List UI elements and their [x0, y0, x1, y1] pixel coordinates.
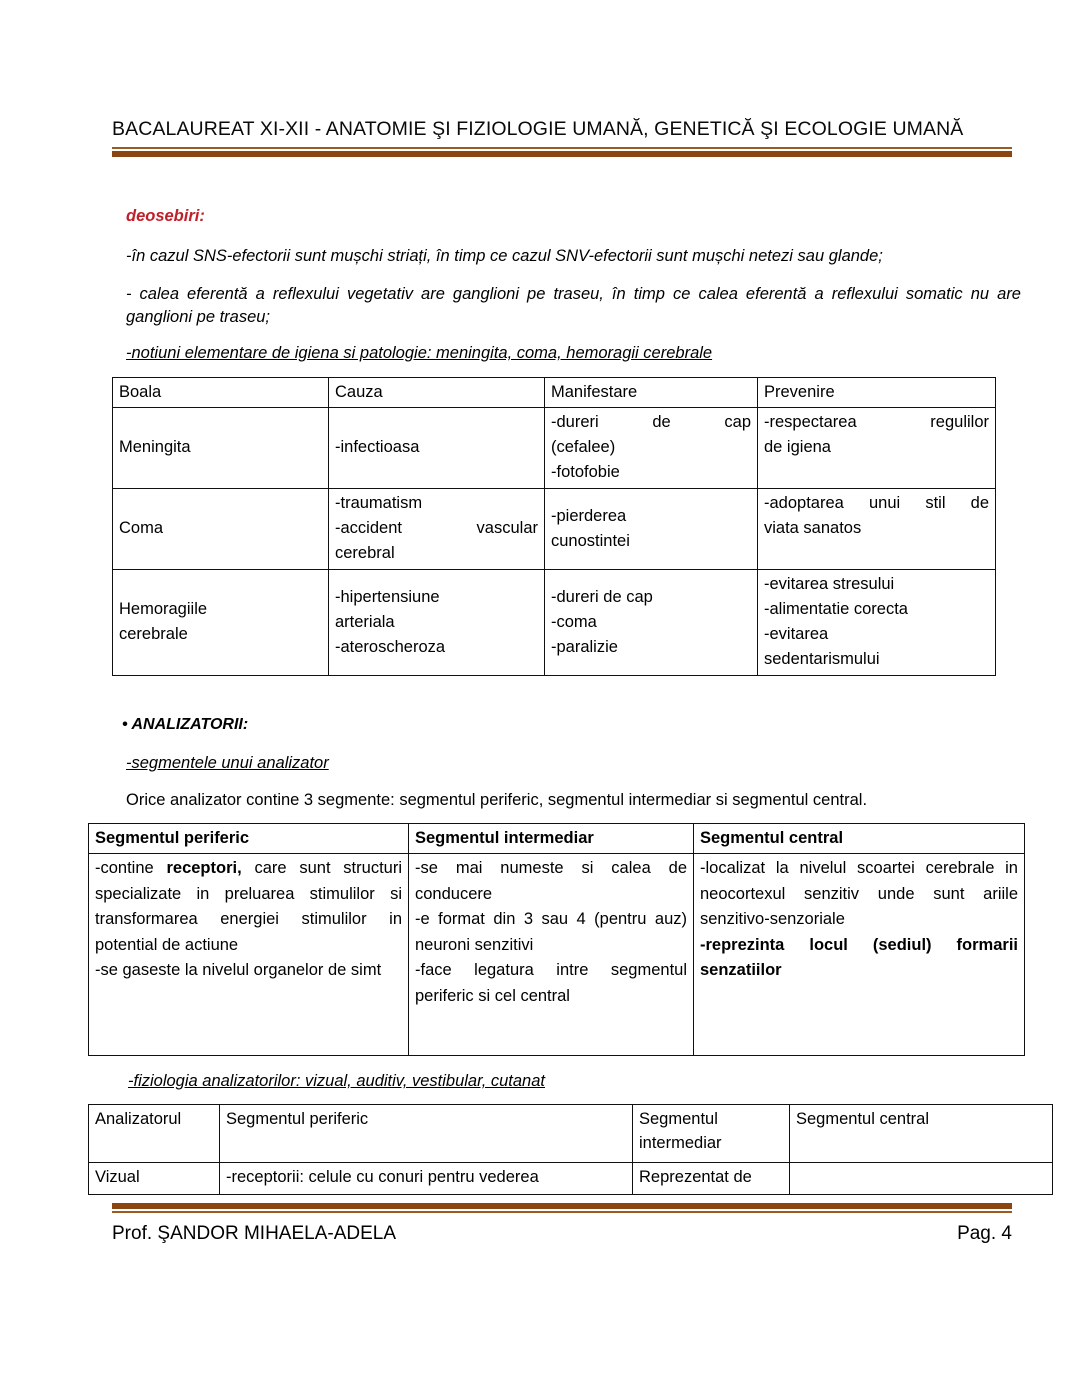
cell-central [790, 1163, 1053, 1195]
cell-line: (cefalee) [551, 438, 616, 456]
paragraph-calea-eferenta: - calea eferentă a reflexului vegetativ are ganglioni pe traseu, în timp ce calea eferentă a reflexului somatic nu are ganglioni pe traseu; [126, 285, 1021, 326]
table-row-header [89, 824, 1025, 854]
page-header [112, 118, 1012, 157]
paragraph-sns-snv: -în cazul SNS-efectorii sunt mușchi striați, în timp ce cazul SNV-efectorii sunt mușchi netezi sau glande; [126, 247, 883, 265]
col-header-boala: Boala [113, 378, 329, 408]
col-header-cauza: Cauza [329, 378, 545, 408]
cell-text-bold: receptori, [166, 859, 242, 877]
footer-rule-thin [112, 1211, 1012, 1213]
cell-paragraph: -e format din 3 sau 4 (pentru auz) neuroni senzitivi [415, 910, 687, 954]
cell-prevenire [758, 408, 996, 489]
cell-intermediar [409, 854, 694, 1056]
table-boli [112, 377, 996, 676]
cell-line: -fotofobie [551, 463, 620, 481]
col-header-prevenire: Prevenire [758, 378, 996, 408]
cell-line: -pierderea [551, 506, 627, 525]
cell-cauza: -infectioasa [329, 408, 545, 489]
footer-rule [112, 1203, 1012, 1213]
cell-paragraph: -se mai numeste si calea de conducere [415, 859, 687, 903]
table-row [113, 570, 996, 676]
heading-fiziologia: -fiziologia analizatorilor: vizual, auditiv, vestibular, cutanat [128, 1072, 545, 1090]
cell-line: -hipertensiune [335, 587, 440, 606]
deosebiri-label: deosebiri: [126, 207, 205, 225]
table-row [113, 489, 996, 570]
cell-line: -evitarea [764, 625, 829, 643]
table-row-header [89, 1105, 1053, 1163]
heading-segmentele: -segmentele unui analizator [126, 754, 329, 772]
cell-line: -coma [551, 612, 597, 631]
cell-paragraph-bold: -reprezinta locul (sediul) formarii senzatiilor [700, 935, 1018, 979]
cell-line: -dureri de cap [551, 587, 653, 606]
cell-cauza [329, 570, 545, 676]
cell-line: -ateroscheroza [335, 637, 446, 656]
col-header-analizatorul: Analizatorul [89, 1105, 220, 1163]
table-row-header [113, 378, 996, 408]
cell-prevenire [758, 570, 996, 676]
table-row [89, 1163, 1053, 1195]
header-rule-thick [112, 151, 1012, 157]
cell-line: -traumatism [335, 494, 423, 512]
cell-manifestare [545, 570, 758, 676]
table-row [89, 854, 1025, 1056]
cell-line: sedentarismului [764, 650, 880, 668]
cell-line: arteriala [335, 612, 395, 631]
cell-line: -evitarea stresului [764, 575, 895, 593]
cell-boala: Coma [113, 489, 329, 570]
col-header-segmentul-periferic: Segmentul periferic [89, 824, 409, 854]
col-header-manifestare: Manifestare [545, 378, 758, 408]
cell-line: Hemoragiile [119, 600, 208, 618]
cell-intermediar: Reprezentat de [633, 1163, 790, 1195]
cell-line: -accident vascular [335, 519, 538, 537]
table-row [113, 408, 996, 489]
cell-paragraph: -se gaseste la nivelul organelor de simt [95, 961, 382, 979]
cell-text: care sunt structuri specializate in preluarea stimulilor si transformarea energiei stimulilor in potential de actiune [95, 859, 402, 954]
cell-line: -adoptarea unui stil de [764, 494, 989, 512]
cell-line: -paralizie [551, 637, 618, 656]
footer-author: Prof. ŞANDOR MIHAELA-ADELA [112, 1222, 397, 1244]
col-header-segmentul-intermediar: Segmentul intermediar [633, 1105, 790, 1163]
cell-periferic [89, 854, 409, 1056]
cell-line: viata sanatos [764, 519, 862, 537]
cell-boala: Meningita [113, 408, 329, 489]
cell-paragraph: -localizat la nivelul scoartei cerebrale in neocortexul senzitiv unde sunt ariile senzitivo-senzoriale [700, 859, 1018, 928]
cell-central [694, 854, 1025, 1056]
subtitle-notiuni-elementare: -notiuni elementare de igiena si patologie: meningita, coma, hemoragii cerebrale [126, 344, 713, 362]
cell-paragraph: -face legatura intre segmentul periferic si cel central [415, 961, 687, 1005]
cell-line: -dureri de cap [551, 413, 751, 431]
cell-boala [113, 570, 329, 676]
cell-line: cerebral [335, 544, 395, 562]
cell-line: cerebrale [119, 625, 188, 643]
cell-line: cunostintei [551, 531, 630, 550]
heading-analizatorii: • ANALIZATORII: [122, 716, 249, 733]
page-title: BACALAUREAT XI-XII - ANATOMIE ŞI FIZIOLOGIE UMANĂ, GENETICĂ ŞI ECOLOGIE UMANĂ [112, 118, 964, 140]
cell-line: de igiena [764, 438, 831, 456]
cell-line: -alimentatie corecta [764, 600, 908, 618]
cell-periferic: -receptorii: celule cu conuri pentru vederea [220, 1163, 633, 1195]
cell-prevenire [758, 489, 996, 570]
cell-manifestare [545, 408, 758, 489]
cell-analizatorul: Vizual [89, 1163, 220, 1195]
cell-manifestare [545, 489, 758, 570]
cell-paragraph [95, 856, 402, 958]
footer-page-number: Pag. 4 [957, 1222, 1012, 1244]
col-header-segmentul-periferic: Segmentul periferic [220, 1105, 633, 1163]
footer-row [112, 1223, 1012, 1245]
col-header-segmentul-intermediar: Segmentul intermediar [409, 824, 694, 854]
paragraph-orice-analizator: Orice analizator contine 3 segmente: segmentul periferic, segmentul intermediar si segmentul central. [126, 791, 868, 809]
col-header-segmentul-central: Segmentul central [790, 1105, 1053, 1163]
table-segmente [88, 823, 1025, 1056]
page-footer [112, 1203, 1012, 1245]
cell-line: -respectarea regulilor [764, 413, 989, 431]
cell-text: -contine [95, 859, 167, 877]
col-header-segmentul-central: Segmentul central [694, 824, 1025, 854]
header-rule [112, 147, 1012, 157]
table-fiziologie [88, 1104, 1053, 1195]
cell-cauza [329, 489, 545, 570]
